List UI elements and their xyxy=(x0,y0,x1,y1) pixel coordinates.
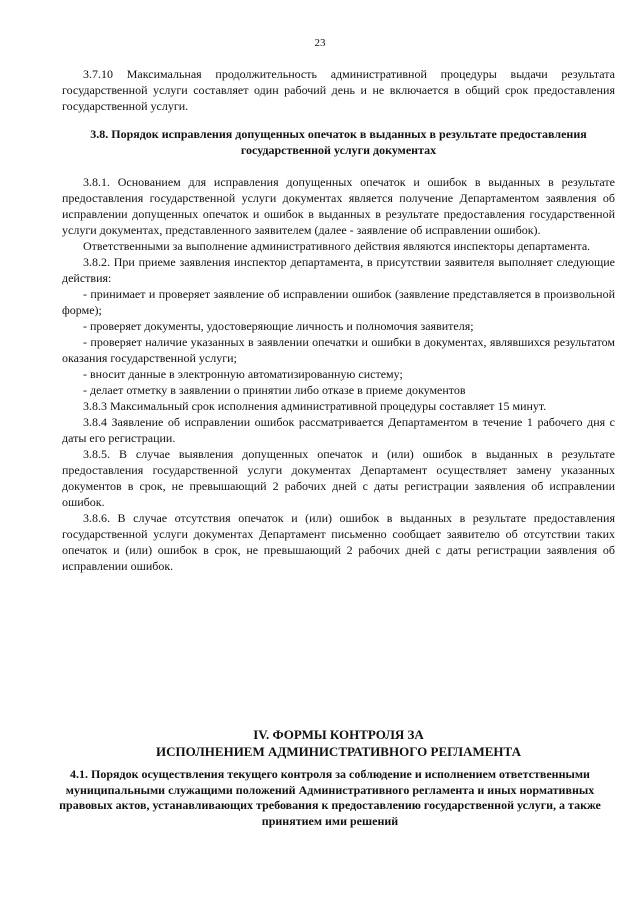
section-IV-title-line-2: ИСПОЛНЕНИЕМ АДМИНИСТРАТИВНОГО РЕГЛАМЕНТА xyxy=(156,744,521,759)
section-4-1-heading: 4.1. Порядок осуществления текущего контроля за соблюдение и исполнением ответственными муниципальными служащими положений Административного регламента и иных нормативных правовых актов, устанавливающих требования к предоставлению государственной услуги, а также принятием ими решений xyxy=(59,767,601,828)
paragraph-3-8-4: 3.8.4 Заявление об исправлении ошибок рассматривается Департаментом в течение 1 рабочего дня с даты его регистрации. xyxy=(62,415,615,445)
list-item-check-errors: - проверяет наличие указанных в заявлении опечатки и ошибки в документах, являвшихся результатом оказания государственной услуги; xyxy=(62,335,615,365)
paragraph-3-8-5: 3.8.5. В случае выявления допущенных опечаток и (или) ошибок в выданных в результате предоставления государственной услуги документах Департамент осуществляет замену указанных документов в срок, не превышающий 2 рабочих дней с даты регистрации заявления об исправлении ошибок. xyxy=(62,447,615,509)
section-3-8-heading: 3.8. Порядок исправления допущенных опечаток в выданных в результате предоставления государственной услуги документах xyxy=(90,127,587,157)
intro-paragraph xyxy=(62,66,615,114)
paragraph-3-7-10: 3.7.10 Максимальная продолжительность административной процедуры выдачи результата государственной услуги составляет один рабочий день и не включается в общий срок предоставления государственной услуги. xyxy=(62,67,615,113)
page-number: 23 xyxy=(314,37,326,49)
list-item-check-documents: - проверяет документы, удостоверяющие личность и полномочия заявителя; xyxy=(83,319,474,333)
section-IV-title-line-1: IV. ФОРМЫ КОНТРОЛЯ ЗА xyxy=(253,727,424,742)
section-3-8-body xyxy=(62,174,615,574)
list-item-enter-data: - вносит данные в электронную автоматизированную систему; xyxy=(83,367,403,381)
section-IV-title xyxy=(62,726,615,760)
paragraph-3-8-1: 3.8.1. Основанием для исправления допущенных опечаток и ошибок в выданных в результате предоставления государственной услуги документах является получение Департаментом заявления об исправлении допущенных опечаток и ошибок в выданных в результате предоставления государственной услуги документах, представленного заявителем (далее - заявление об исправлении ошибок). xyxy=(62,175,615,237)
list-item-mark-application: - делает отметку в заявлении о принятии либо отказе в приеме документов xyxy=(83,383,466,397)
paragraph-3-8-6: 3.8.6. В случае отсутствия опечаток и (или) ошибок в выданных в результате предоставления государственной услуги документах Департамент письменно сообщает заявителю об отсутствии таких опечаток и (или) ошибок в срок, не превышающий 2 рабочих дней с даты регистрации заявления об исправлении ошибок. xyxy=(62,511,615,573)
list-item-accept-application: - принимает и проверяет заявление об исправлении ошибок (заявление представляется в произвольной форме); xyxy=(62,287,615,317)
paragraph-responsible: Ответственными за выполнение административного действия являются инспекторы департамента. xyxy=(83,239,591,253)
paragraph-3-8-2: 3.8.2. При приеме заявления инспектор департамента, в присутствии заявителя выполняет следующие действия: xyxy=(62,255,615,285)
paragraph-3-8-3: 3.8.3 Максимальный срок исполнения административной процедуры составляет 15 минут. xyxy=(83,399,547,413)
